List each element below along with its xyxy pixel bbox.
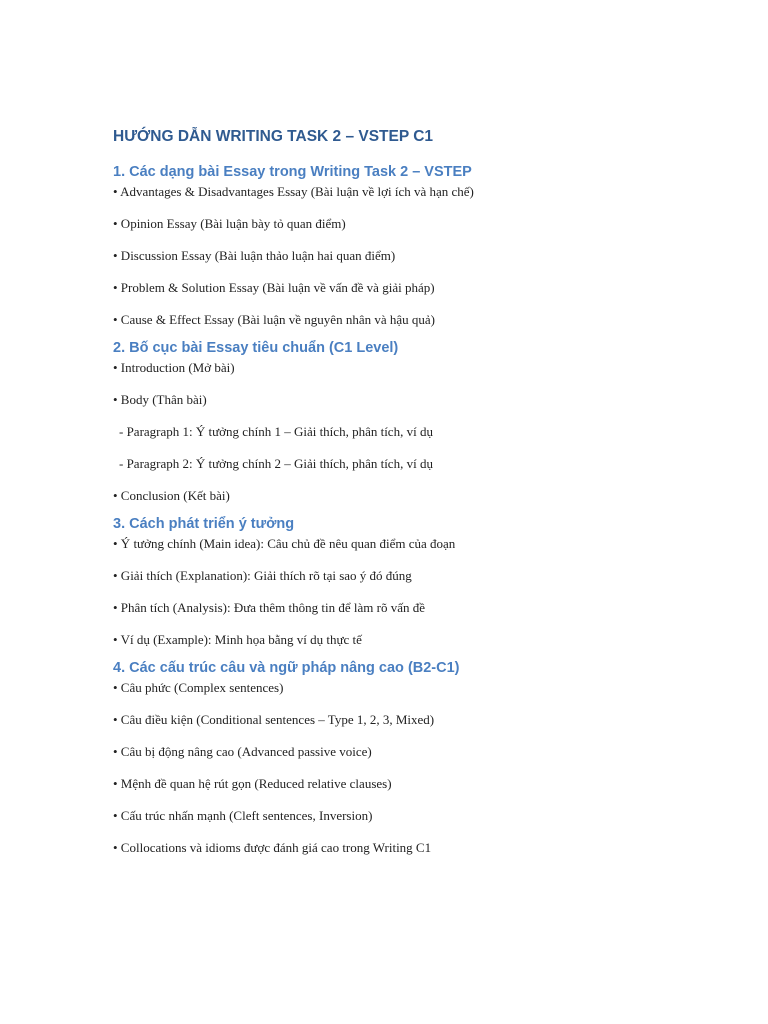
list-item: • Collocations và idioms được đánh giá cao trong Writing C1: [113, 840, 432, 855]
list-item: • Conclusion (Kết bài): [113, 488, 230, 503]
list-item: • Problem & Solution Essay (Bài luận về vấn đề và giải pháp): [113, 280, 435, 295]
section-idea-development: [113, 513, 733, 649]
list-item: • Câu bị động nâng cao (Advanced passive voice): [113, 744, 372, 759]
section-advanced-grammar: [113, 657, 733, 857]
list-item: • Phân tích (Analysis): Đưa thêm thông tin để làm rõ vấn đề: [113, 600, 425, 615]
document-page: [113, 124, 733, 857]
list-item: • Advantages & Disadvantages Essay (Bài luận về lợi ích và hạn chế): [113, 184, 474, 199]
list-item: • Câu phức (Complex sentences): [113, 680, 284, 695]
list-item: • Discussion Essay (Bài luận thảo luận hai quan điểm): [113, 248, 396, 263]
list-item: • Introduction (Mở bài): [113, 360, 235, 375]
list-item: • Ý tưởng chính (Main idea): Câu chủ đề nêu quan điểm của đoạn: [113, 536, 456, 551]
list-item: • Câu điều kiện (Conditional sentences – Type 1, 2, 3, Mixed): [113, 712, 435, 727]
section-heading: 3. Cách phát triển ý tưởng: [113, 516, 295, 532]
section-heading: 2. Bố cục bài Essay tiêu chuẩn (C1 Level): [113, 340, 399, 356]
section-essay-structure: [113, 337, 733, 505]
list-subitem: - Paragraph 2: Ý tưởng chính 2 – Giải thích, phân tích, ví dụ: [119, 456, 433, 471]
document-title: HƯỚNG DẪN WRITING TASK 2 – VSTEP C1: [113, 128, 434, 145]
section-heading: 4. Các cấu trúc câu và ngữ pháp nâng cao (B2-C1): [113, 660, 460, 676]
section-essay-types: [113, 161, 733, 329]
list-item: • Body (Thân bài): [113, 392, 207, 407]
list-item: • Cause & Effect Essay (Bài luận về nguyên nhân và hậu quả): [113, 312, 435, 327]
list-item: • Ví dụ (Example): Minh họa bằng ví dụ thực tế: [113, 632, 362, 647]
list-item: • Mệnh đề quan hệ rút gọn (Reduced relative clauses): [113, 776, 392, 791]
list-item: • Opinion Essay (Bài luận bày tỏ quan điểm): [113, 216, 346, 231]
list-item: • Giải thích (Explanation): Giải thích rõ tại sao ý đó đúng: [113, 568, 412, 583]
list-subitem: - Paragraph 1: Ý tưởng chính 1 – Giải thích, phân tích, ví dụ: [119, 424, 433, 439]
list-item: • Cấu trúc nhấn mạnh (Cleft sentences, Inversion): [113, 808, 373, 823]
section-heading: 1. Các dạng bài Essay trong Writing Task 2 – VSTEP: [113, 164, 472, 180]
